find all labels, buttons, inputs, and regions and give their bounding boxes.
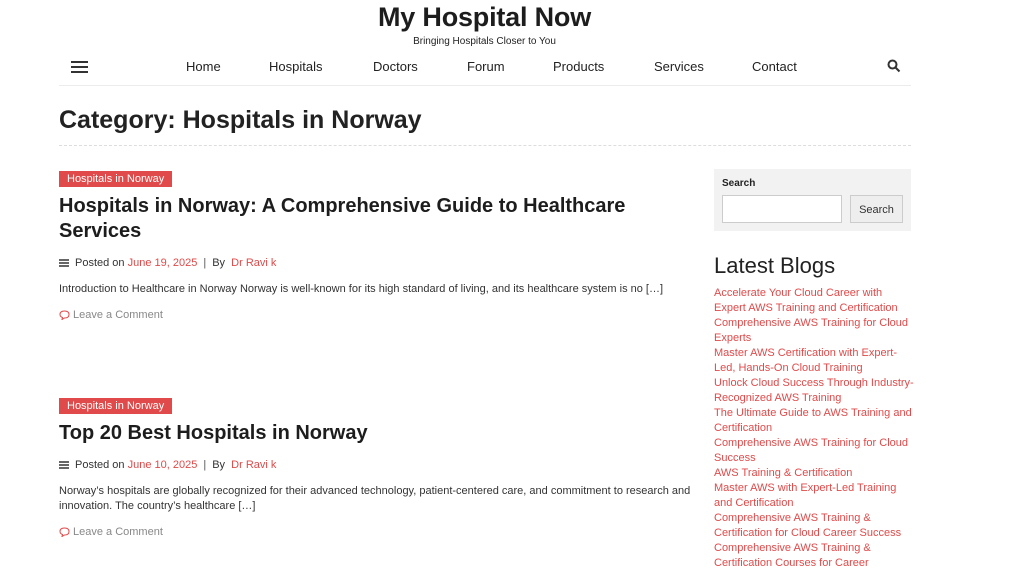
latest-blog-link[interactable]: Comprehensive AWS Training for Cloud Experts: [714, 317, 909, 344]
title-divider: [59, 145, 911, 146]
post-excerpt: Norway’s hospitals are globally recognized for their advanced technology, patient-centered care, and commitment to research and innovation. The country’s healthcare […]: [59, 485, 691, 512]
meta-separator: |: [203, 459, 207, 471]
nav-home[interactable]: Home: [186, 59, 221, 74]
site-title[interactable]: My Hospital Now: [377, 2, 591, 32]
meta-lines-icon: [59, 461, 69, 469]
latest-blog-link[interactable]: Accelerate Your Cloud Career with Expert AWS Training and Certification: [714, 287, 898, 314]
post-item: [59, 396, 694, 538]
posted-on-label: Posted on: [75, 257, 125, 269]
post-author[interactable]: Dr Ravi k: [231, 459, 277, 471]
category-badge[interactable]: Hospitals in Norway: [59, 398, 172, 414]
latest-blog-link[interactable]: The Ultimate Guide to AWS Training and Certification: [714, 407, 912, 434]
leave-comment-link[interactable]: [59, 526, 694, 538]
latest-blog-link[interactable]: Comprehensive AWS Training & Certification for Cloud Career Success: [714, 512, 902, 539]
search-input[interactable]: [722, 195, 842, 223]
leave-comment-link[interactable]: [59, 309, 694, 321]
nav-doctors[interactable]: Doctors: [373, 59, 418, 74]
post-excerpt: Introduction to Healthcare in Norway Norway is well-known for its high standard of living, and its healthcare system is no […]: [59, 283, 664, 295]
post-item: [59, 169, 694, 321]
comment-icon: [59, 310, 70, 320]
leave-comment-label[interactable]: Leave a Comment: [73, 526, 163, 538]
posted-on-label: Posted on: [75, 459, 125, 471]
latest-blog-link[interactable]: Unlock Cloud Success Through Industry-Recognized AWS Training: [714, 377, 914, 404]
latest-blog-link[interactable]: Master AWS with Expert-Led Training and Certification: [714, 482, 897, 509]
sidebar-search-widget: [714, 169, 911, 231]
nav-forum[interactable]: Forum: [467, 59, 505, 74]
latest-blogs-heading: Latest Blogs: [714, 253, 836, 278]
search-button[interactable]: Search: [850, 195, 903, 223]
post-meta: [59, 257, 694, 269]
latest-blog-link[interactable]: AWS Training & Certification: [714, 467, 853, 479]
by-label: By: [212, 257, 226, 269]
post-meta: [59, 459, 694, 471]
post-title[interactable]: Hospitals in Norway: A Comprehensive Guide to Healthcare Services: [59, 195, 626, 242]
latest-blog-link[interactable]: Comprehensive AWS Training & Certification Courses for Career: [714, 542, 871, 569]
nav-services[interactable]: Services: [654, 59, 704, 74]
search-widget-label: Search: [722, 178, 756, 189]
nav-hospitals[interactable]: Hospitals: [269, 59, 323, 74]
post-title[interactable]: Top 20 Best Hospitals in Norway: [59, 422, 368, 444]
latest-blogs-list: [714, 286, 914, 571]
comment-icon: [59, 527, 70, 537]
latest-blog-link[interactable]: Comprehensive AWS Training for Cloud Success: [714, 437, 909, 464]
search-icon[interactable]: [887, 59, 901, 73]
post-author[interactable]: Dr Ravi k: [231, 257, 277, 269]
meta-lines-icon: [59, 259, 69, 267]
site-tagline: Bringing Hospitals Closer to You: [413, 36, 556, 47]
hamburger-icon[interactable]: [71, 61, 88, 73]
main-navigation: [59, 54, 911, 86]
post-date[interactable]: June 19, 2025: [127, 257, 198, 269]
nav-contact[interactable]: Contact: [752, 59, 797, 74]
latest-blog-link[interactable]: Master AWS Certification with Expert-Led, Hands-On Cloud Training: [714, 347, 897, 374]
meta-separator: |: [203, 257, 207, 269]
nav-products[interactable]: Products: [553, 59, 605, 74]
post-date[interactable]: June 10, 2025: [127, 459, 198, 471]
page-title: Category: Hospitals in Norway: [59, 106, 422, 134]
leave-comment-label[interactable]: Leave a Comment: [73, 309, 163, 321]
category-badge[interactable]: Hospitals in Norway: [59, 171, 172, 187]
by-label: By: [212, 459, 226, 471]
